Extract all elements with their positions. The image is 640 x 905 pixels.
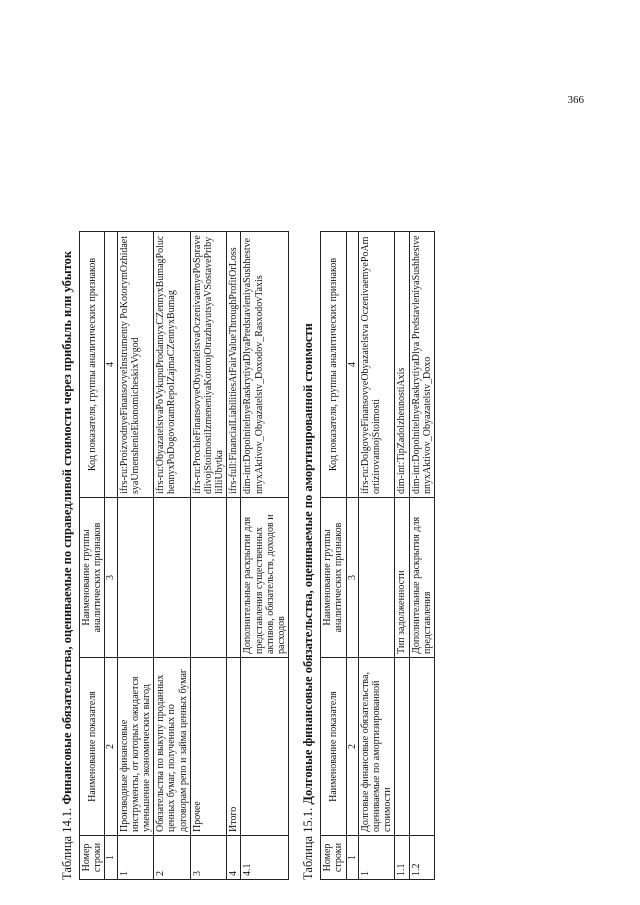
indicator-name: Итого — [227, 658, 241, 836]
indicator-code: dim-int:DopolnitelnyeRaskrytiyaDlya PredstavleniyaSushhestvennyxAktivov_Obyazatelstv_Doxo — [409, 232, 434, 498]
row-number: 4.1 — [241, 836, 289, 880]
table-15-1-caption-title: Долговые финансовые обязательства, оцениваемые по амортизированной стоимости — [301, 323, 316, 805]
group-name: Дополнительные раскрытия для представления — [409, 498, 434, 658]
header-code: Код показателя, группы аналитических признаков — [80, 232, 105, 498]
column-number: 2 — [105, 658, 117, 836]
page-number: 366 — [567, 94, 584, 106]
table-row — [227, 232, 241, 880]
table-14-1-caption — [60, 60, 75, 880]
indicator-name: Производные финансовые инструменты, от которых ожидается уменьшение экономических выгод — [117, 658, 154, 836]
indicator-name — [241, 658, 289, 836]
header-indicator-name: Наименование показателя — [80, 658, 105, 836]
table-15-1-header-row — [321, 232, 346, 880]
rotated-page-content — [60, 60, 600, 880]
column-number: 1 — [105, 836, 117, 880]
indicator-name: Прочее — [190, 658, 227, 836]
row-number: 1 — [358, 836, 395, 880]
header-row-number: Номер строки — [321, 836, 346, 880]
indicator-code: ifrs-ru:ObyazatelstvaPoVykupuProdannyxCZennyxBumagPoluchennyxPoDogovoramRepoIZajmaCZennyxBumag — [154, 232, 191, 498]
column-number: 4 — [346, 232, 358, 498]
header-row-number: Номер строки — [80, 836, 105, 880]
table-15-1-caption — [301, 60, 316, 880]
table-row — [154, 232, 191, 880]
row-number: 1.2 — [409, 836, 434, 880]
table-14-1-header-row — [80, 232, 105, 880]
indicator-name — [395, 658, 409, 836]
group-name: Тип задолженности — [395, 498, 409, 658]
indicator-name: Долговые финансовые обязательства, оцениваемые по амортизированной стоимости — [358, 658, 395, 836]
table-14-1-caption-title: Финансовые обязательства, оцениваемые по справедливой стоимости через прибыль или убыток — [60, 250, 74, 805]
group-name — [190, 498, 227, 658]
row-number: 1 — [117, 836, 154, 880]
table-15-1-column-numbers — [346, 232, 358, 880]
indicator-code: dim-int:DopolnitelnyeRaskrytiyaDlyaPredstavleniyaSushhestvennyxAktivov_Obyazatelstv_Doxodov_RasxodovTaxis — [241, 232, 289, 498]
indicator-name: Обязательства по выкупу проданных ценных бумаг, полученных по договорам репо и займа ценных бумаг — [154, 658, 191, 836]
table-14-1 — [79, 231, 289, 880]
header-group-name: Наименование группы аналитических признаков — [80, 498, 105, 658]
indicator-code: ifrs-ru:DolgovyeFinansovyeObyazatelstva OczenivaemyePoAmortizirovannojStoimosti — [358, 232, 395, 498]
column-number: 3 — [346, 498, 358, 658]
table-14-1-column-numbers — [105, 232, 117, 880]
table-15-1-caption-prefix: Таблица 15.1. — [301, 807, 316, 880]
header-code: Код показателя, группы аналитических признаков — [321, 232, 346, 498]
group-name — [117, 498, 154, 658]
row-number: 2 — [154, 836, 191, 880]
header-group-name: Наименование группы аналитических признаков — [321, 498, 346, 658]
group-name — [358, 498, 395, 658]
table-row — [190, 232, 227, 880]
table-row — [409, 232, 434, 880]
row-number: 4 — [227, 836, 241, 880]
row-number: 3 — [190, 836, 227, 880]
header-indicator-name: Наименование показателя — [321, 658, 346, 836]
column-number: 2 — [346, 658, 358, 836]
table-row — [241, 232, 289, 880]
indicator-name — [409, 658, 434, 836]
row-number: 1.1 — [395, 836, 409, 880]
group-name — [154, 498, 191, 658]
indicator-code: ifrs-ru:ProchieFinansovyeObyazatelstvaOczenivaemyePoSpravedlivojStoimostiIzmeneniyaKotorojOtrazhayutsyaVSostavePribyliIliUbytka — [190, 232, 227, 498]
table-14-1-caption-prefix: Таблица 14.1. — [60, 807, 74, 880]
table-row — [395, 232, 409, 880]
column-number: 1 — [346, 836, 358, 880]
group-name: Дополнительные раскрытия для представления существенных активов, обязательств, доходов и расходов — [241, 498, 289, 658]
table-row — [117, 232, 154, 880]
table-15-1 — [320, 231, 435, 880]
indicator-code: dim-int:TipZadolzhennostiAxis — [395, 232, 409, 498]
indicator-code: ifrs-full:FinancialLiabilitiesAtFairValueThroughProfitOrLoss — [227, 232, 241, 498]
column-number: 4 — [105, 232, 117, 498]
indicator-code: ifrs-ru:ProizvodnyeFinansovyeInstrumenty PoKotorymOzhidaetsyaUmenshenieEkonomicheskixVygod — [117, 232, 154, 498]
table-row — [358, 232, 395, 880]
group-name — [227, 498, 241, 658]
column-number: 3 — [105, 498, 117, 658]
